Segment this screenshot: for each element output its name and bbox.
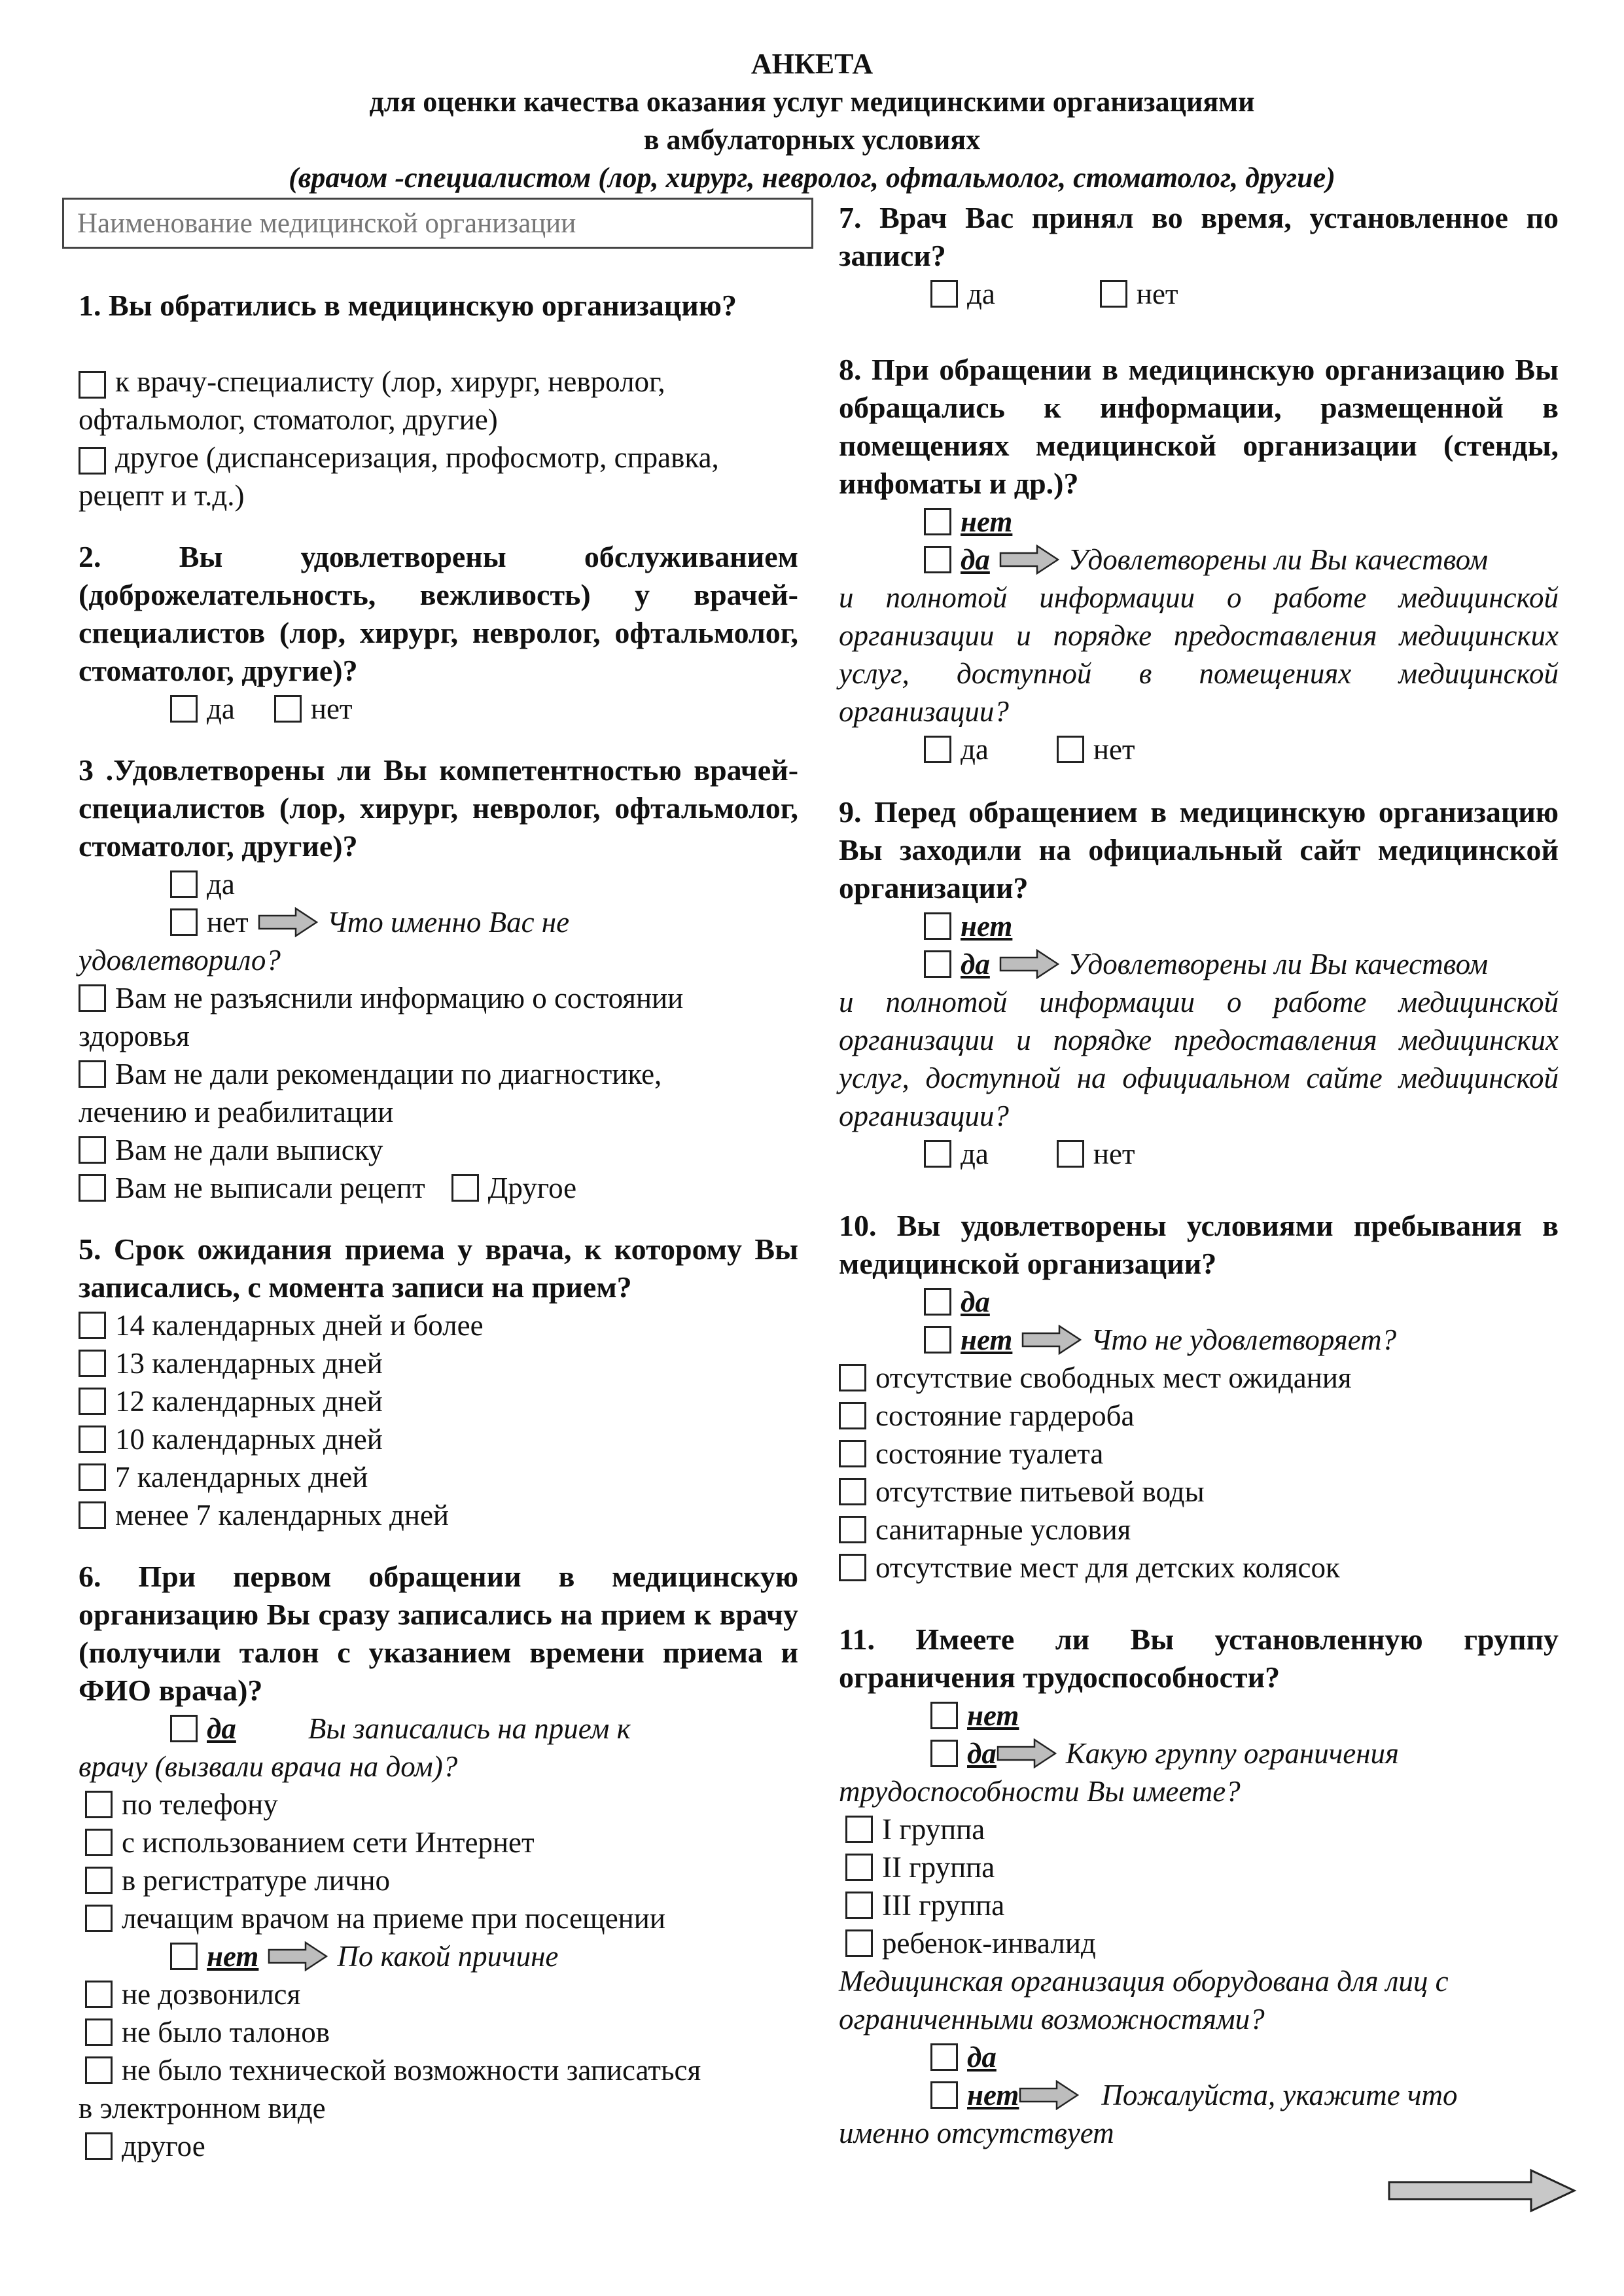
q6-no-ticket-checkbox[interactable] [85,2018,113,2046]
q9-sub-yes-checkbox[interactable] [924,1140,951,1168]
q6-yes-checkbox[interactable] [170,1715,198,1742]
question-1: 1. Вы обратились в медицинскую организацию? [79,289,737,322]
q9-follow-cont: и полнотой информации о работе медицинской организации и порядке предоставления медицинских услуг, доступной на официальном сайте медицинской организации? [839,986,1559,1132]
q6-yes-follow-cont: врачу (вызвали врача на дом)? [79,1750,458,1783]
q7-no-checkbox[interactable] [1100,280,1127,308]
q9-yes: да Удовлетворены ли Вы качеством [924,945,1488,983]
q10-opt3-checkbox[interactable] [839,1440,866,1467]
q1-option-other: другое (диспансеризация, профосмотр, справка, рецепт и т.д.) [79,441,719,512]
q11-child-checkbox[interactable] [845,1929,873,1957]
q6-doctor-checkbox[interactable] [85,1905,113,1932]
arrow-right-icon [258,907,318,937]
q3-opt3: Вам не дали выписку [79,1131,383,1169]
q9-no: нет [924,907,1012,945]
q6-internet-checkbox[interactable] [85,1829,113,1856]
question-7: 7. Врач Вас принял во время, установленное по записи? [839,201,1559,272]
arrow-right-icon [1019,2080,1079,2110]
q5-opt4-checkbox[interactable] [79,1426,106,1453]
q10-yes-checkbox[interactable] [924,1288,951,1316]
q5-opt6-checkbox[interactable] [79,1501,106,1529]
q10-opt2-checkbox[interactable] [839,1402,866,1429]
form-title: АНКЕТА [750,48,874,80]
q6-registry-checkbox[interactable] [85,1867,113,1894]
q10-opt4-checkbox[interactable] [839,1478,866,1505]
q3-opt1-cont: здоровья [79,1020,190,1052]
q8-sub-answers: да нет [924,730,1135,768]
q2-no-checkbox[interactable] [274,695,302,723]
q3-opt5-checkbox[interactable] [451,1174,479,1202]
q7-answers: да нет [930,275,1178,313]
q11-sub-no-checkbox[interactable] [930,2081,958,2109]
q10-option: санитарные условия [839,1511,1131,1549]
q3-no: нет Что именно Вас не [170,903,569,941]
q9-no-checkbox[interactable] [924,912,951,940]
q1-other-checkbox[interactable] [79,447,106,475]
q6-phone-checkbox[interactable] [85,1791,113,1818]
q5-option: 14 календарных дней и более [79,1306,484,1344]
q10-option: состояние гардероба [839,1397,1134,1435]
arrow-right-icon [999,545,1059,575]
q10-opt1-checkbox[interactable] [839,1364,866,1391]
q10-opt5-checkbox[interactable] [839,1516,866,1543]
q2-yes-checkbox[interactable] [170,695,198,723]
q11-no-checkbox[interactable] [930,1702,958,1729]
q3-opt2-cont: лечению и реабилитации [79,1096,394,1128]
q11-option: I группа [845,1810,985,1848]
q6-no-checkbox[interactable] [170,1943,198,1970]
q3-yes: да [170,865,235,903]
q8-sub-no-checkbox[interactable] [1057,736,1084,763]
q9-sub-answers: да нет [924,1135,1135,1173]
q8-yes: да Удовлетворены ли Вы качеством [924,541,1488,579]
q3-opt3-checkbox[interactable] [79,1136,106,1164]
q2-answers: да нет [170,690,353,728]
q8-sub-yes-checkbox[interactable] [924,736,951,763]
q10-yes: да [924,1283,990,1321]
q11-follow-cont: трудоспособности Вы имеете? [839,1775,1241,1808]
q6-no-option: не дозвонился [85,1975,300,2013]
q5-option: 10 календарных дней [79,1420,383,1458]
question-9: 9. Перед обращением в медицинскую организацию Вы заходили на официальный сайт медицинской организации? [839,795,1559,905]
q9-yes-checkbox[interactable] [924,950,951,978]
q11-group2-checkbox[interactable] [845,1854,873,1881]
q3-opt4-checkbox[interactable] [79,1174,106,1202]
q11-sub-no-follow-cont: именно отсутствует [839,2117,1114,2149]
question-10: 10. Вы удовлетворены условиями пребывания в медицинской организации? [839,1209,1559,1280]
question-11: 11. Имеете ли Вы установленную группу ограничения трудоспособности? [839,1623,1559,1694]
question-8: 8. При обращении в медицинскую организацию Вы обращались к информации, размещенной в помещениях медицинской организации (стенды, инфоматы и др.)? [839,353,1559,500]
form-subtitle-line1: для оценки качества оказания услуг медицинскими организациями [369,86,1255,118]
q11-option: II группа [845,1848,995,1886]
q6-yes-option: лечащим врачом на приеме при посещении [85,1899,665,1937]
q6-yes-option: с использованием сети Интернет [85,1823,535,1861]
arrow-right-icon [999,949,1059,979]
q6-yes-option: по телефону [85,1785,278,1823]
organization-name-input[interactable] [64,200,811,247]
q10-option: состояние туалета [839,1435,1103,1473]
arrow-right-icon [997,1738,1057,1768]
q8-no: нет [924,503,1012,541]
q6-no-option: другое [85,2127,205,2165]
q5-opt2-checkbox[interactable] [79,1350,106,1377]
form-subtitle-line2: в амбулаторных условиях [643,124,981,156]
q3-opt4: Вам не выписали рецепт Другое [79,1169,576,1207]
q3-yes-checkbox[interactable] [170,870,198,898]
q11-option: ребенок-инвалид [845,1924,1096,1962]
q5-opt1-checkbox[interactable] [79,1312,106,1339]
q5-option: 12 календарных дней [79,1382,383,1420]
q1-specialist-checkbox[interactable] [79,371,106,399]
q6-yes-option: в регистратуре лично [85,1861,390,1899]
q10-opt6-checkbox[interactable] [839,1554,866,1581]
q6-no-option: не было технической возможности записаться [85,2051,701,2089]
q3-opt2-checkbox[interactable] [79,1060,106,1088]
q5-option: 13 календарных дней [79,1344,383,1382]
q5-opt3-checkbox[interactable] [79,1388,106,1415]
q6-no-call-checkbox[interactable] [85,1981,113,2008]
question-5: 5. Срок ожидания приема у врача, к которому Вы записались, с момента записи на прием? [79,1232,798,1304]
q6-no-tech-checkbox[interactable] [85,2056,113,2084]
q6-no-option-cont: в электронном виде [79,2092,326,2125]
q11-group1-checkbox[interactable] [845,1816,873,1843]
q11-sub-yes: да [930,2038,997,2076]
next-page-arrow-icon[interactable] [1387,2168,1577,2214]
q8-follow-cont: и полнотой информации о работе медицинской организации и порядке предоставления медицинских услуг, доступной в помещениях медицинской организации? [839,581,1559,728]
organization-name-field[interactable] [62,198,813,249]
q10-option: отсутствие свободных мест ожидания [839,1359,1352,1397]
q3-opt2: Вам не дали рекомендации по диагностике, [79,1055,662,1093]
q5-option: менее 7 календарных дней [79,1496,449,1534]
question-2: 2. Вы удовлетворены обслуживанием (доброжелательность, вежливость) у врачей-специалистов (лор, хирург, невролог, офтальмолог, стоматолог, другие)? [79,540,798,687]
q11-yes-checkbox[interactable] [930,1740,958,1767]
q10-no: нет Что не удовлетворяет? [924,1321,1396,1359]
question-6: 6. При первом обращении в медицинскую организацию Вы сразу записались на прием к врачу (получили талон с указанием времени приема и ФИО врача)? [79,1560,798,1707]
arrow-right-icon [1021,1325,1082,1355]
q11-sub-no: нет Пожалуйста, укажите что [930,2076,1457,2114]
q9-sub-no-checkbox[interactable] [1057,1140,1084,1168]
q3-opt1-checkbox[interactable] [79,984,106,1012]
q8-no-checkbox[interactable] [924,508,951,535]
q7-yes-checkbox[interactable] [930,280,958,308]
q3-follow-cont: удовлетворило? [79,944,281,977]
q3-no-checkbox[interactable] [170,908,198,936]
q6-no-other-checkbox[interactable] [85,2132,113,2160]
q11-group3-checkbox[interactable] [845,1892,873,1919]
q6-no-option: не было талонов [85,2013,330,2051]
q5-opt5-checkbox[interactable] [79,1463,106,1491]
q11-no: нет [930,1696,1019,1734]
q10-no-checkbox[interactable] [924,1326,951,1354]
q11-sub-yes-checkbox[interactable] [930,2043,958,2071]
question-3: 3 .Удовлетворены ли Вы компетентностью врачей-специалистов (лор, хирург, невролог, офтальмолог, стоматолог, другие)? [79,753,799,863]
q6-yes: да Вы записались на прием к [170,1710,631,1748]
q8-yes-checkbox[interactable] [924,546,951,573]
q3-opt1: Вам не разъяснили информацию о состоянии [79,979,683,1017]
q11-yes: да Какую группу ограничения [930,1734,1399,1772]
q1-option-specialist: к врачу-специалисту (лор, хирург, невролог, офтальмолог, стоматолог, другие) [79,365,665,436]
q11-option: III группа [845,1886,1004,1924]
q5-option: 7 календарных дней [79,1458,368,1496]
arrow-right-icon [268,1941,328,1971]
q11-accessibility-question: Медицинская организация оборудована для лиц с ограниченными возможностями? [839,1965,1449,2036]
form-subtitle-line3: (врачом -специалистом (лор, хирург, невролог, офтальмолог, стоматолог, другие) [289,162,1335,194]
q10-option: отсутствие питьевой воды [839,1473,1205,1511]
q6-no: нет По какой причине [170,1937,558,1975]
q10-option: отсутствие мест для детских колясок [839,1549,1340,1587]
